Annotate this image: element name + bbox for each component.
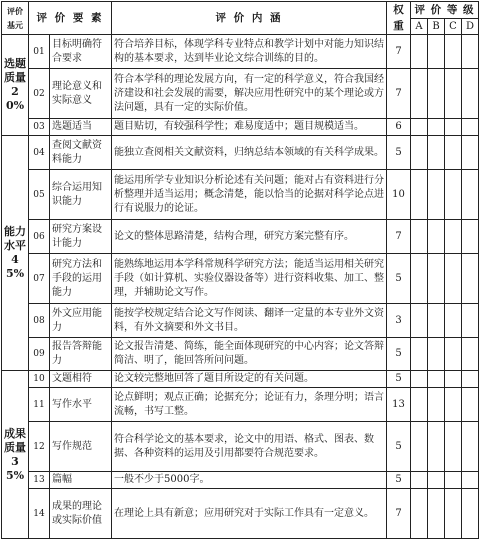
grade-a-cell[interactable] xyxy=(411,220,428,254)
row-number: 10 xyxy=(29,371,50,388)
row-number: 05 xyxy=(29,170,50,220)
row-factor: 理论意义和实际意义 xyxy=(50,69,112,119)
grade-b-header: B xyxy=(428,19,445,35)
grade-b-cell[interactable] xyxy=(428,422,445,472)
grade-c-cell[interactable] xyxy=(445,170,462,220)
row-content: 在理论上具有新意；应用研究对于实际工作具有一定意义。 xyxy=(112,489,387,539)
row-weight: 3 xyxy=(387,304,411,338)
grade-b-cell[interactable] xyxy=(428,119,445,136)
table-row xyxy=(2,489,479,539)
table-row xyxy=(2,69,479,119)
row-weight: 5 xyxy=(387,136,411,170)
row-weight: 13 xyxy=(387,388,411,422)
grade-d-cell[interactable] xyxy=(462,422,479,472)
row-weight: 7 xyxy=(387,220,411,254)
grade-d-cell[interactable] xyxy=(462,304,479,338)
row-number: 02 xyxy=(29,69,50,119)
row-weight: 7 xyxy=(387,489,411,539)
header-factor: 评 价 要 素 xyxy=(29,2,112,35)
table-row xyxy=(2,371,479,388)
grade-a-cell[interactable] xyxy=(411,489,428,539)
row-content: 能运用所学专业知识分析论述有关问题；能对占有资料进行分析整理并适当运用；概念清楚，能以恰当的论据对科学论点进行有说服力的论证。 xyxy=(112,170,387,220)
header-weight: 权重 xyxy=(387,2,411,35)
row-weight: 6 xyxy=(387,119,411,136)
category-ability-level: 能力水平45% xyxy=(2,136,29,371)
row-number: 12 xyxy=(29,422,50,472)
grade-a-cell[interactable] xyxy=(411,388,428,422)
table-row xyxy=(2,220,479,254)
table-row xyxy=(2,119,479,136)
grade-d-cell[interactable] xyxy=(462,388,479,422)
grade-d-cell[interactable] xyxy=(462,472,479,489)
table-row xyxy=(2,472,479,489)
grade-c-cell[interactable] xyxy=(445,69,462,119)
grade-a-cell[interactable] xyxy=(411,35,428,69)
grade-d-cell[interactable] xyxy=(462,170,479,220)
grade-a-cell[interactable] xyxy=(411,136,428,170)
row-weight: 5 xyxy=(387,472,411,489)
row-weight: 5 xyxy=(387,254,411,304)
row-content: 一般不少于5000字。 xyxy=(112,472,387,489)
row-content: 论文较完整地回答了题目所设定的有关问题。 xyxy=(112,371,387,388)
grade-d-cell[interactable] xyxy=(462,371,479,388)
grade-c-cell[interactable] xyxy=(445,489,462,539)
row-factor: 篇幅 xyxy=(50,472,112,489)
row-weight: 7 xyxy=(387,69,411,119)
grade-a-cell[interactable] xyxy=(411,254,428,304)
grade-d-header: D xyxy=(462,19,479,35)
row-factor: 成果的理论或实际价值 xyxy=(50,489,112,539)
row-weight: 7 xyxy=(387,35,411,69)
row-number: 01 xyxy=(29,35,50,69)
grade-b-cell[interactable] xyxy=(428,254,445,304)
row-content: 论文报告清楚、简练，能全面体现研究的中心内容；论文答辩简洁、明了，能回答所问问题。 xyxy=(112,338,387,371)
grade-c-cell[interactable] xyxy=(445,422,462,472)
grade-a-cell[interactable] xyxy=(411,472,428,489)
row-content: 符合科学论文的基本要求，论文中的用语、格式、图表、数据、各种资料的运用及引用都要符合规范要求。 xyxy=(112,422,387,472)
row-number: 03 xyxy=(29,119,50,136)
table-row xyxy=(2,170,479,220)
category-topic-quality: 选题质量20% xyxy=(2,35,29,136)
row-number: 14 xyxy=(29,489,50,539)
grade-a-cell[interactable] xyxy=(411,371,428,388)
grade-c-cell[interactable] xyxy=(445,371,462,388)
row-weight: 5 xyxy=(387,422,411,472)
grade-b-cell[interactable] xyxy=(428,136,445,170)
grade-b-cell[interactable] xyxy=(428,220,445,254)
grade-b-cell[interactable] xyxy=(428,304,445,338)
header-row-1 xyxy=(2,2,479,19)
header-content: 评 价 内 涵 xyxy=(112,2,387,35)
grade-d-cell[interactable] xyxy=(462,338,479,371)
grade-d-cell[interactable] xyxy=(462,69,479,119)
grade-a-cell[interactable] xyxy=(411,119,428,136)
row-factor: 外文应用能力 xyxy=(50,304,112,338)
row-number: 09 xyxy=(29,338,50,371)
grade-a-header: A xyxy=(411,19,428,35)
grade-a-cell[interactable] xyxy=(411,304,428,338)
grade-d-cell[interactable] xyxy=(462,254,479,304)
grade-d-cell[interactable] xyxy=(462,220,479,254)
table-row xyxy=(2,304,479,338)
header-category: 评价基元 xyxy=(2,2,29,35)
grade-b-cell[interactable] xyxy=(428,170,445,220)
row-content: 能按学校规定结合论文写作阅读、翻译一定量的本专业外文资料，有外文摘要和外文书目。 xyxy=(112,304,387,338)
row-number: 07 xyxy=(29,254,50,304)
table-row xyxy=(2,136,479,170)
grade-a-cell[interactable] xyxy=(411,69,428,119)
row-content: 符合本学科的理论发展方向，有一定的科学意义，符合我国经济建设和社会发展的需要，解决应用性研究中的某个理论或方法问题，具有一定的实际价值。 xyxy=(112,69,387,119)
row-content: 题目贴切，有较强科学性；难易度适中；题目规模适当。 xyxy=(112,119,387,136)
grade-c-cell[interactable] xyxy=(445,35,462,69)
table-row xyxy=(2,338,479,371)
row-factor: 文题相符 xyxy=(50,371,112,388)
row-factor: 研究方法和手段的运用能力 xyxy=(50,254,112,304)
grade-c-cell[interactable] xyxy=(445,254,462,304)
grade-c-cell[interactable] xyxy=(445,472,462,489)
grade-b-cell[interactable] xyxy=(428,69,445,119)
grade-c-cell[interactable] xyxy=(445,304,462,338)
row-content: 能独立查阅相关文献资料，归纳总结本领域的有关科学成果。 xyxy=(112,136,387,170)
grade-c-cell[interactable] xyxy=(445,220,462,254)
row-factor: 报告答辩能力 xyxy=(50,338,112,371)
grade-d-cell[interactable] xyxy=(462,136,479,170)
category-result-quality: 成果质量35% xyxy=(2,371,29,539)
row-weight: 10 xyxy=(387,170,411,220)
table-row xyxy=(2,35,479,69)
table-row xyxy=(2,422,479,472)
grade-b-cell[interactable] xyxy=(428,472,445,489)
grade-c-cell[interactable] xyxy=(445,136,462,170)
row-number: 11 xyxy=(29,388,50,422)
header-grade-title: 评 价 等 级 xyxy=(411,2,479,19)
grade-d-cell[interactable] xyxy=(462,35,479,69)
grade-b-cell[interactable] xyxy=(428,35,445,69)
grade-b-cell[interactable] xyxy=(428,371,445,388)
row-number: 06 xyxy=(29,220,50,254)
grade-d-cell[interactable] xyxy=(462,119,479,136)
grade-c-cell[interactable] xyxy=(445,338,462,371)
grade-d-cell[interactable] xyxy=(462,489,479,539)
row-factor: 目标明确符合要求 xyxy=(50,35,112,69)
grade-a-cell[interactable] xyxy=(411,422,428,472)
grade-b-cell[interactable] xyxy=(428,338,445,371)
row-number: 04 xyxy=(29,136,50,170)
row-content: 论文的整体思路清楚，结构合理，研究方案完整有序。 xyxy=(112,220,387,254)
grade-c-cell[interactable] xyxy=(445,119,462,136)
table-row xyxy=(2,254,479,304)
row-factor: 综合运用知识能力 xyxy=(50,170,112,220)
grade-c-cell[interactable] xyxy=(445,388,462,422)
row-factor: 写作水平 xyxy=(50,388,112,422)
row-content: 能熟练地运用本学科常规科学研究方法；能适当运用相关研究手段（如计算机、实验仪器设备等）进行资料收集、加工、整理，并辅助论文写作。 xyxy=(112,254,387,304)
row-factor: 选题适当 xyxy=(50,119,112,136)
evaluation-table xyxy=(1,1,479,539)
grade-b-cell[interactable] xyxy=(428,388,445,422)
grade-c-header: C xyxy=(445,19,462,35)
table-row xyxy=(2,388,479,422)
row-number: 13 xyxy=(29,472,50,489)
grade-b-cell[interactable] xyxy=(428,489,445,539)
row-factor: 查阅文献资料能力 xyxy=(50,136,112,170)
row-weight: 5 xyxy=(387,371,411,388)
grade-a-cell[interactable] xyxy=(411,170,428,220)
row-factor: 研究方案设计能力 xyxy=(50,220,112,254)
row-weight: 5 xyxy=(387,338,411,371)
row-number: 08 xyxy=(29,304,50,338)
row-factor: 写作规范 xyxy=(50,422,112,472)
grade-a-cell[interactable] xyxy=(411,338,428,371)
row-content: 符合培养目标，体现学科专业特点和教学计划中对能力知识结构的基本要求，达到毕业论文综合训练的目的。 xyxy=(112,35,387,69)
row-content: 论点鲜明；观点正确；论据充分；论证有力，条理分明；语言流畅，书写工整。 xyxy=(112,388,387,422)
